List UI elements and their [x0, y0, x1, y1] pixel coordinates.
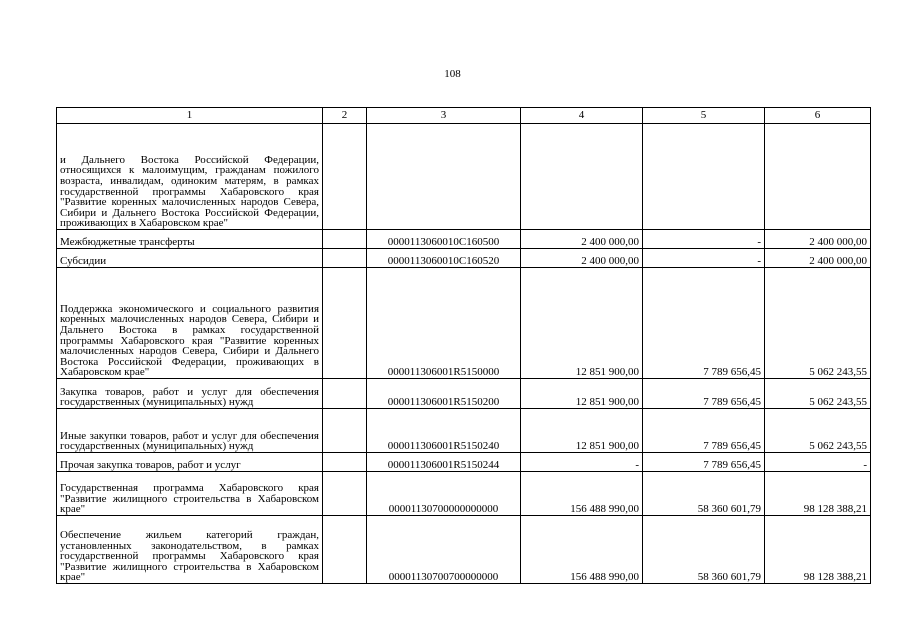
row-value-col4: - [521, 453, 643, 472]
row-description: и Дальнего Востока Российской Федерации, относящихся к малоимущим, гражданам пожилого возраста, инвалидам, одиноким матерям, в рамках государственной программы Хабаровского края "Развитие коренных малочисленных народов Севера, Сибири и Дальнего Востока Российской Федерации, проживающих в Хабаровском крае" [57, 124, 323, 230]
row-value-col4: 156 488 990,00 [521, 516, 643, 584]
row-value-col6: 5 062 243,55 [765, 409, 871, 453]
row-classification-code [367, 124, 521, 230]
table-row [57, 268, 871, 379]
table-row [57, 379, 871, 409]
row-value-col5: - [643, 249, 765, 268]
row-classification-code: 000011306001R5150000 [367, 268, 521, 379]
row-value-col6: 2 400 000,00 [765, 249, 871, 268]
table-row [57, 453, 871, 472]
table-row [57, 472, 871, 516]
row-classification-code: 000011306001R5150200 [367, 379, 521, 409]
row-value-col4: 156 488 990,00 [521, 472, 643, 516]
table-row [57, 124, 871, 230]
row-description: Прочая закупка товаров, работ и услуг [57, 453, 323, 472]
row-column-2 [323, 124, 367, 230]
table-row [57, 249, 871, 268]
row-column-2 [323, 379, 367, 409]
row-description: Закупка товаров, работ и услуг для обеспечения государственных (муниципальных) нужд [57, 379, 323, 409]
row-column-2 [323, 268, 367, 379]
row-value-col6: 5 062 243,55 [765, 379, 871, 409]
row-classification-code: 00001130700000000000 [367, 472, 521, 516]
row-value-col6: 98 128 388,21 [765, 472, 871, 516]
row-classification-code: 00001130700700000000 [367, 516, 521, 584]
row-value-col4: 12 851 900,00 [521, 409, 643, 453]
row-value-col5: 7 789 656,45 [643, 453, 765, 472]
row-value-col5: - [643, 230, 765, 249]
page-number: 108 [444, 68, 461, 80]
header-cell-1: 1 [57, 108, 323, 124]
table-row [57, 409, 871, 453]
header-cell-6: 6 [765, 108, 871, 124]
row-value-col5: 7 789 656,45 [643, 379, 765, 409]
header-cell-5: 5 [643, 108, 765, 124]
row-value-col5 [643, 124, 765, 230]
row-classification-code: 000011306001R5150240 [367, 409, 521, 453]
header-cell-4: 4 [521, 108, 643, 124]
row-description: Субсидии [57, 249, 323, 268]
row-value-col4: 2 400 000,00 [521, 230, 643, 249]
row-value-col5: 58 360 601,79 [643, 516, 765, 584]
row-column-2 [323, 516, 367, 584]
row-description: Иные закупки товаров, работ и услуг для обеспечения государственных (муниципальных) нужд [57, 409, 323, 453]
row-column-2 [323, 249, 367, 268]
table-header-row [57, 108, 871, 124]
row-column-2 [323, 230, 367, 249]
row-value-col4: 12 851 900,00 [521, 268, 643, 379]
row-value-col6 [765, 124, 871, 230]
row-value-col6: 5 062 243,55 [765, 268, 871, 379]
table-row [57, 230, 871, 249]
row-classification-code: 0000113060010С160520 [367, 249, 521, 268]
budget-table [56, 107, 871, 584]
row-description: Межбюджетные трансферты [57, 230, 323, 249]
row-value-col6: 98 128 388,21 [765, 516, 871, 584]
table-row [57, 516, 871, 584]
row-value-col5: 7 789 656,45 [643, 409, 765, 453]
row-value-col5: 58 360 601,79 [643, 472, 765, 516]
row-value-col6: - [765, 453, 871, 472]
header-cell-2: 2 [323, 108, 367, 124]
row-classification-code: 0000113060010С160500 [367, 230, 521, 249]
row-description: Поддержка экономического и социального развития коренных малочисленных народов Севера, Сибири и Дальнего Востока в рамках государственной программы Хабаровского края "Развитие коренных малочисленных народов Севера, Сибири и Дальнего Востока Российской Федерации, проживающих в Хабаровском крае" [57, 268, 323, 379]
header-cell-3: 3 [367, 108, 521, 124]
row-column-2 [323, 472, 367, 516]
row-value-col4: 12 851 900,00 [521, 379, 643, 409]
row-classification-code: 000011306001R5150244 [367, 453, 521, 472]
row-value-col6: 2 400 000,00 [765, 230, 871, 249]
row-value-col4 [521, 124, 643, 230]
row-value-col5: 7 789 656,45 [643, 268, 765, 379]
row-column-2 [323, 409, 367, 453]
row-description: Государственная программа Хабаровского края "Развитие жилищного строительства в Хабаровском крае" [57, 472, 323, 516]
row-column-2 [323, 453, 367, 472]
row-description: Обеспечение жильем категорий граждан, установленных законодательством, в рамках государственной программы Хабаровского края "Развитие жилищного строительства в Хабаровском крае" [57, 516, 323, 584]
row-value-col4: 2 400 000,00 [521, 249, 643, 268]
